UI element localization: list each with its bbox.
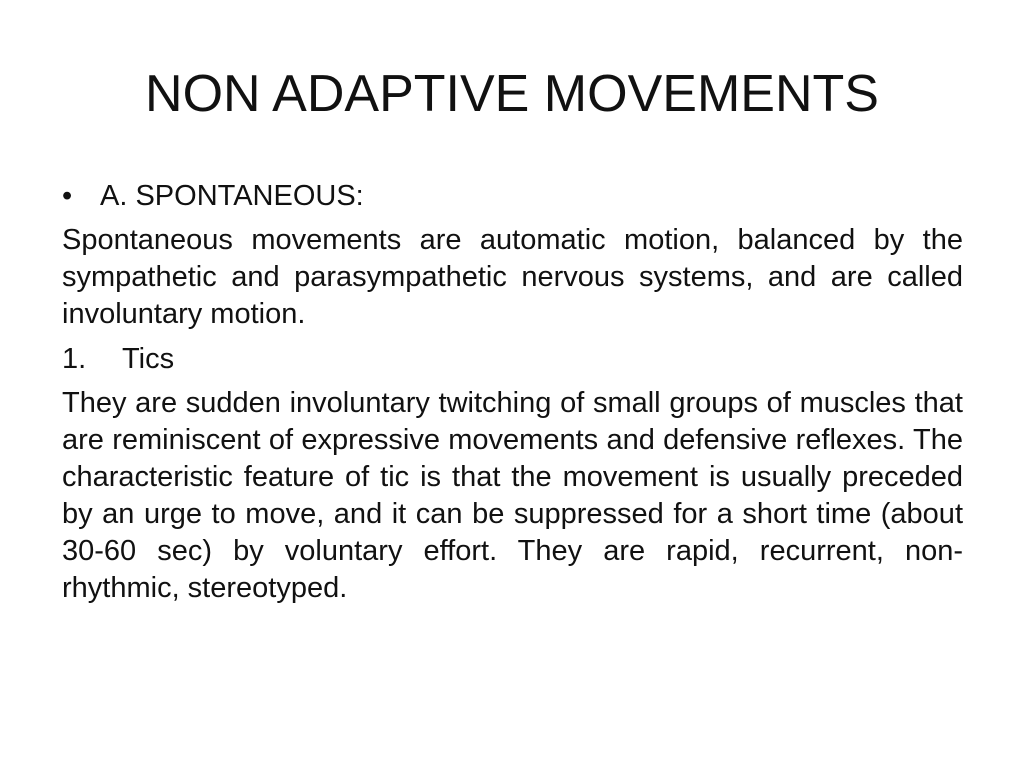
numbered-item bbox=[62, 341, 963, 379]
paragraph-tics: They are sudden involuntary twitching of small groups of muscles that are reminiscent of expressive movements and defensive reflexes. The characteristic feature of tic is that the movement is usually preceded by an urge to move, and it can be suppressed for a short time (about 30-60 sec) by voluntary effort. They are rapid, recurrent, non-rhythmic, stereotyped. bbox=[62, 387, 963, 604]
numbered-marker: 1. bbox=[62, 343, 87, 375]
bullet-dot-icon: • bbox=[62, 180, 73, 212]
slide-content bbox=[62, 178, 963, 615]
bullet-item bbox=[62, 178, 963, 218]
slide-title: NON ADAPTIVE MOVEMENTS bbox=[145, 65, 879, 123]
section-heading: A. SPONTANEOUS: bbox=[100, 180, 364, 212]
paragraph-spontaneous: Spontaneous movements are automatic motion, balanced by the sympathetic and parasympathetic nervous systems, and are called involuntary motion. bbox=[62, 224, 963, 330]
numbered-item-label: Tics bbox=[122, 343, 175, 375]
